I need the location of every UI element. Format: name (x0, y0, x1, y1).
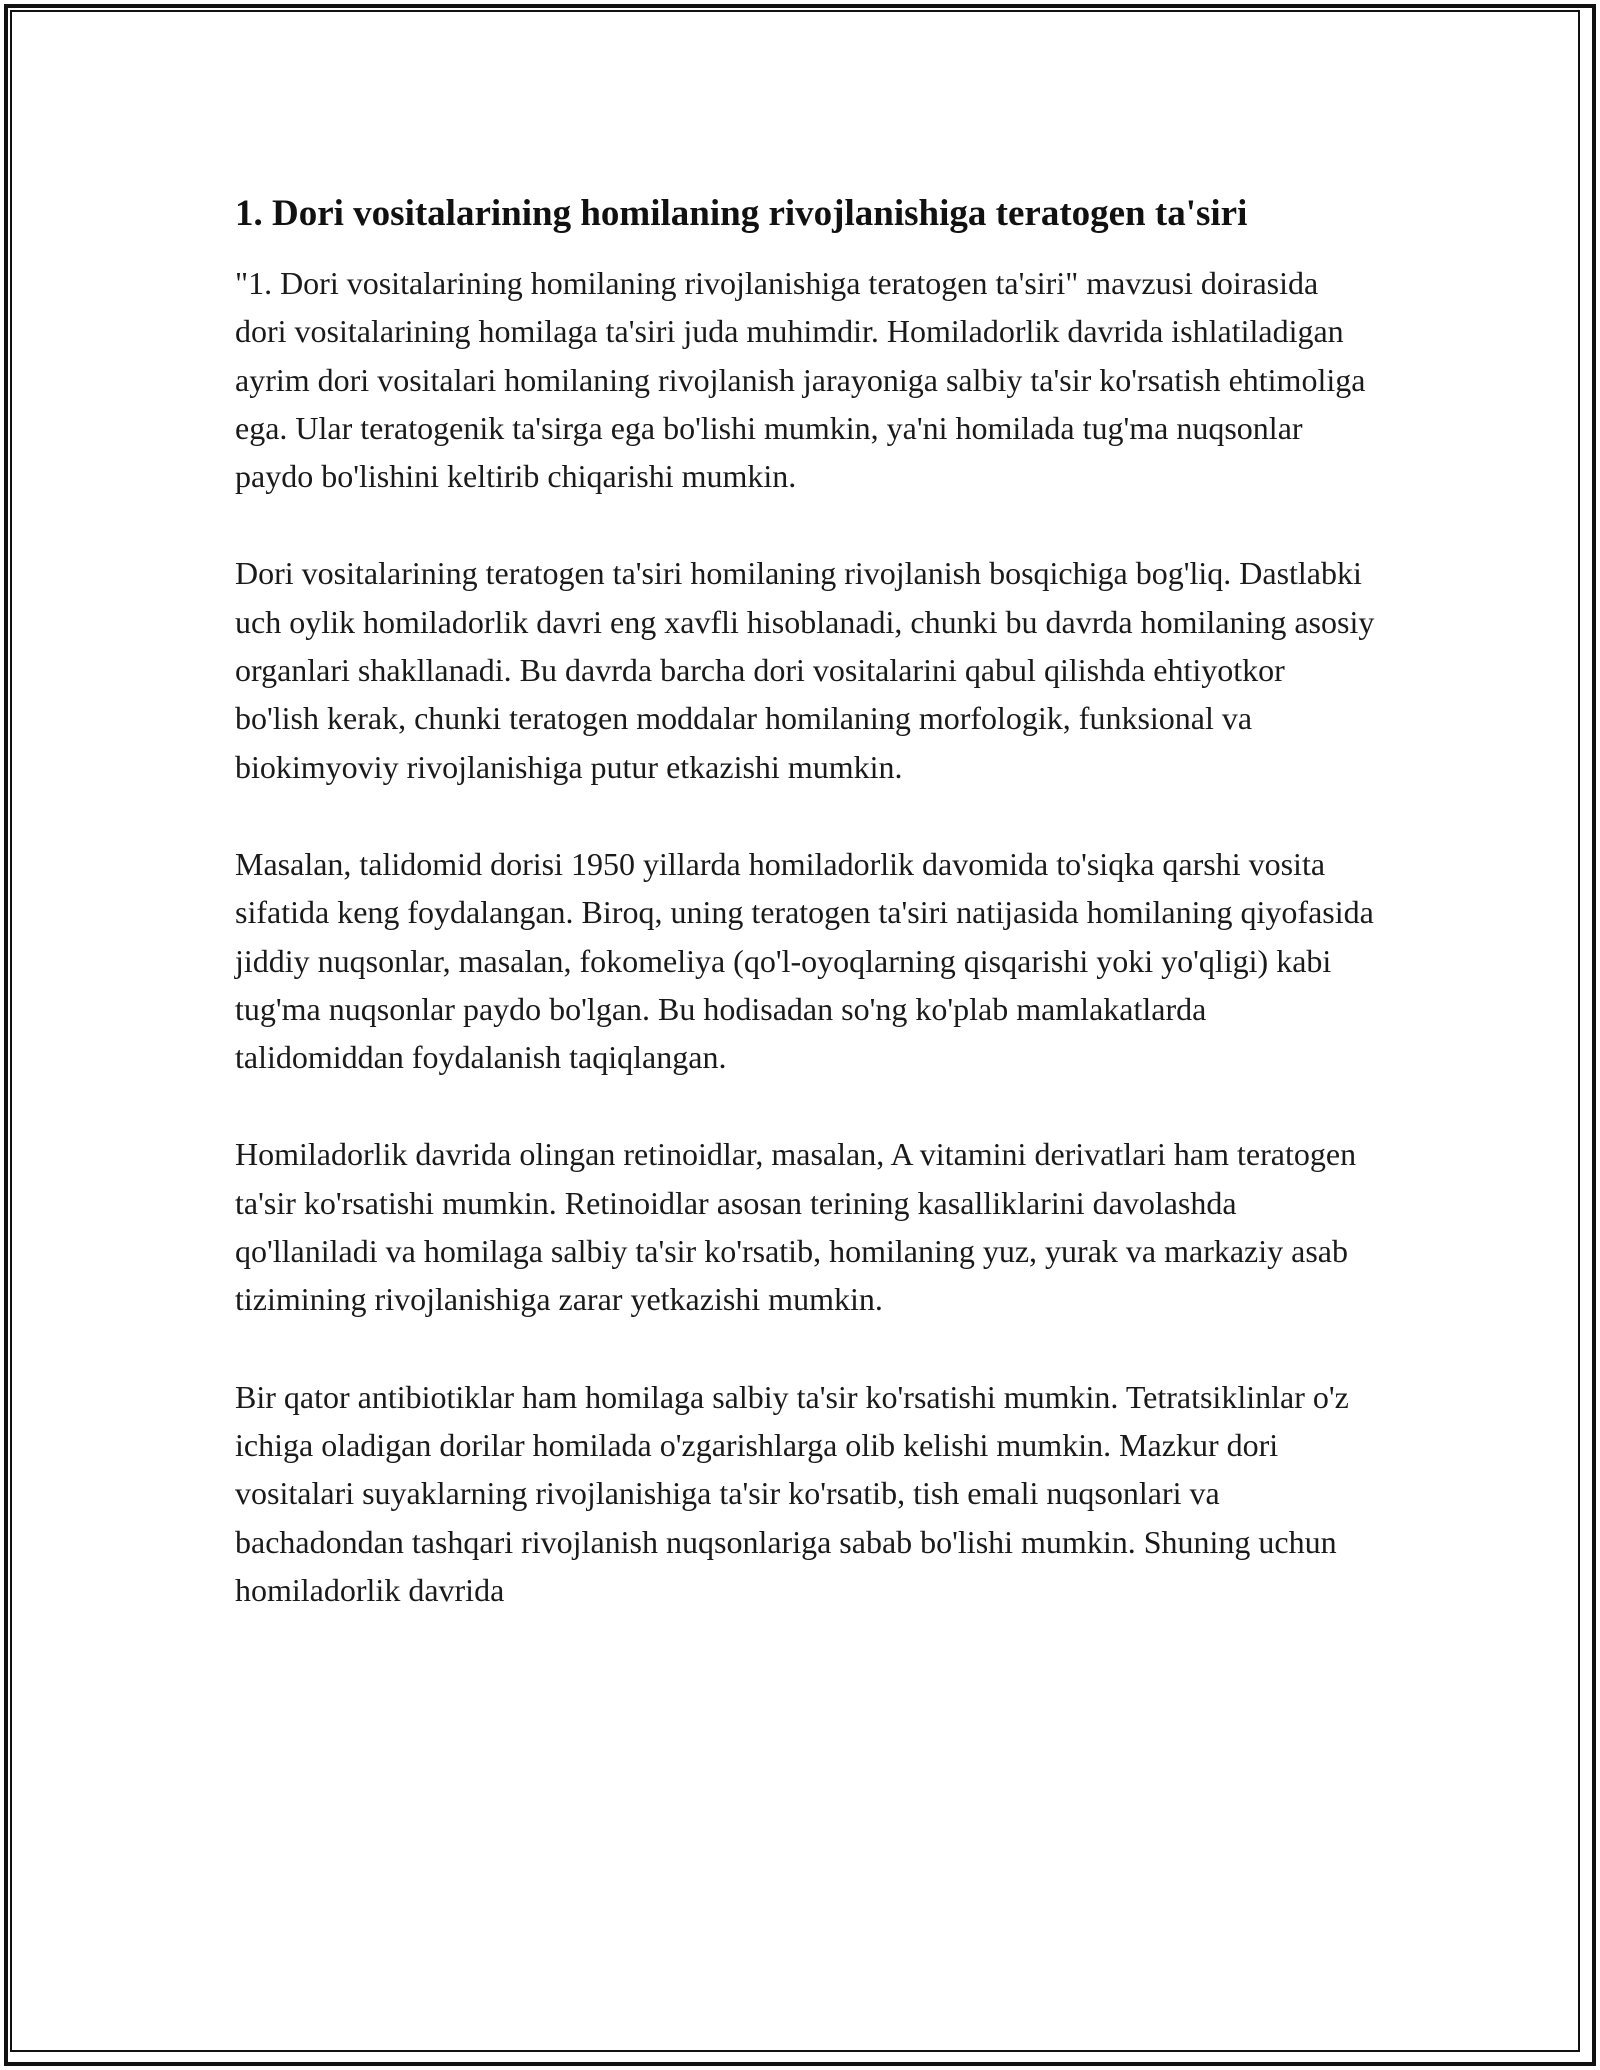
paragraph-2: Dori vositalarining teratogen ta'siri homilaning rivojlanish bosqichiga bog'liq. Dastlabki uch oylik homiladorlik davri eng xavfli hisoblanadi, chunki bu davrda homilaning asosiy organlari shakllanadi. Bu davrda barcha dori vositalarini qabul qilishda ehtiyotkor bo'lish kerak, chunki teratogen moddalar homilaning morfologik, funksional va biokimyoviy rivojlanishiga putur etkazishi mumkin. (235, 555, 1375, 785)
document-title: 1. Dori vositalarining homilaning rivojlanishiga teratogen ta'siri (235, 193, 1248, 234)
paragraph-1: "1. Dori vositalarining homilaning rivojlanishiga teratogen ta'siri" mavzusi doirasida dori vositalarining homilaga ta'siri juda muhimdir. Homiladorlik davrida ishlatiladigan ayrim dori vositalari homilaning rivojlanish jarayoniga salbiy ta'sir ko'rsatish ehtimoliga ega. Ular teratogenik ta'sirga ega bo'lishi mumkin, ya'ni homilada tug'ma nuqsonlar paydo bo'lishini keltirib chiqarishi mumkin. (235, 265, 1366, 495)
paragraph-4: Homiladorlik davrida olingan retinoidlar, masalan, A vitamini derivatlari ham teratogen ta'sir ko'rsatishi mumkin. Retinoidlar asosan terining kasalliklarini davolashda qo'llaniladi va homilaga salbiy ta'sir ko'rsatib, homilaning yuz, yurak va markaziy asab tizimining rivojlanishiga zarar yetkazishi mumkin. (235, 1136, 1357, 1318)
paragraph-3: Masalan, talidomid dorisi 1950 yillarda homiladorlik davomida to'siqka qarshi vosita sifatida keng foydalangan. Biroq, uning teratogen ta'siri natijasida homilaning qiyofasida jiddiy nuqsonlar, masalan, fokomeliya (qo'l-oyoqlarning qisqarishi yoki yo'qligi) kabi tug'ma nuqsonlar paydo bo'lgan. Bu hodisadan so'ng ko'plab mamlakatlarda talidomiddan foydalanish taqiqlangan. (235, 845, 1374, 1076)
paragraph-5: Bir qator antibiotiklar ham homilaga salbiy ta'sir ko'rsatishi mumkin. Tetratsiklinlar o'z ichiga oladigan dorilar homilada o'zgarishlarga olib kelishi mumkin. Mazkur dori vositalari suyaklarning rivojlanishiga ta'sir ko'rsatib, tish emali nuqsonlari va bachadondan tashqari rivojlanish nuqsonlariga sabab bo'lishi mumkin. Shuning uchun homiladorlik davrida (235, 1378, 1349, 1608)
document-body (235, 186, 1375, 1663)
